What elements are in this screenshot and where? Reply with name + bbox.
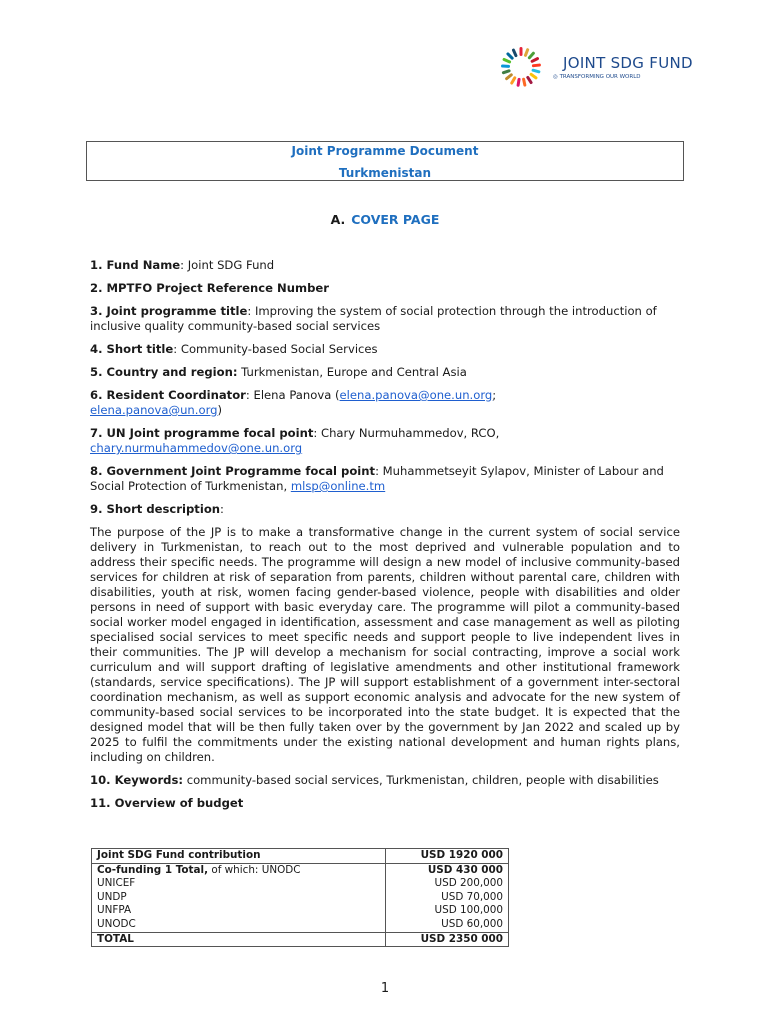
cofunding-row-label: UNODC: [97, 917, 136, 930]
table-row: [92, 932, 509, 947]
cofunding-cell: Co-funding 1 Total, of which: UNODC UNICEF UNDP UNFPA UNODC: [92, 863, 386, 932]
cofunding-row-value: USD 100,000: [434, 904, 503, 917]
country-region-item: 5. Country and region: Turkmenistan, Europe and Central Asia: [90, 365, 467, 379]
rc-email-link-1[interactable]: elena.panova@one.un.org: [339, 388, 493, 402]
cofunding-row-label: UNICEF: [97, 877, 136, 890]
un-emblem-icon: ◎: [553, 74, 558, 80]
fund-name-item: 1. Fund Name: Joint SDG Fund: [90, 258, 275, 272]
mptfo-item: 2. MPTFO Project Reference Number: [90, 281, 329, 295]
joint-sdg-fund-logo: [497, 44, 693, 90]
cofunding-row-value: USD 70,000: [441, 890, 503, 903]
table-row: [92, 849, 509, 864]
cofunding-row-value: USD 60,000: [441, 917, 503, 930]
section-heading: [0, 212, 770, 227]
total-value: USD 2350 000: [386, 932, 509, 947]
page-number: 1: [380, 981, 390, 996]
table-row: [92, 863, 509, 932]
sdg-wheel-icon: [497, 44, 557, 90]
document-title-box: [86, 141, 684, 181]
gov-focal-point-item: 8. Government Joint Programme focal point: Muhammetseyit Sylapov, Minister of Labour and Social Protection of Turkmenistan, mlsp@online.tm: [90, 464, 664, 493]
document-country: Turkmenistan: [338, 166, 432, 180]
keywords-item: 10. Keywords: community-based social services, Turkmenistan, children, people with disabilities: [90, 773, 659, 787]
short-description-text: The purpose of the JP is to make a transformative change in the current system of social service delivery in Turkmenistan, to reach out to the most deprived and vulnerable population and to address their specific needs. The programme will design a new model of inclusive community-based services for children at risk of separation from parents, children without parental care, children with disabilities, youth at risk, women facing gender-based violence, people with disabilities and older persons in need of support with basic everyday care. The programme will pilot a community-based social worker model engaged in identification, assessment and case management as well as piloting specialised social services to meet specific needs and support people to live independent lives in their communities. The JP will develop a mechanism for social contracting, improve a social work curriculum and will support drafting of legislative amendments and other institutional framework (standards, service specifications). The JP will support establishment of a government inter-sectoral coordination mechanism, as well as support economic analysis and advocate for the new system of community-based social services to be incorporated into the state budget. It is expected that the designed model that will be then fully taken over by the government by Jan 2022 and scaled up by 2025 to fulfil the commitments under the existing national development and human rights plans, including on children.: [90, 525, 680, 764]
budget-table: [91, 848, 509, 947]
gov-focal-email-link[interactable]: mlsp@online.tm: [290, 479, 386, 493]
un-focal-point-item: 7. UN Joint programme focal point: Chary Nurmuhammedov, RCO, chary.nurmuhammedov@one.un.org: [90, 426, 500, 455]
cofunding-row-label: UNDP: [97, 890, 127, 903]
section-letter: A.: [330, 212, 346, 227]
total-label: TOTAL: [92, 932, 386, 947]
jp-title-item: 3. Joint programme title: Improving the system of social protection through the introduction of inclusive quality community-based social services: [90, 304, 657, 333]
cofunding-row-label: UNFPA: [97, 904, 132, 917]
fund-contribution-label: Joint SDG Fund contribution: [92, 849, 386, 864]
logo-title: JOINT SDG FUND: [563, 54, 693, 72]
rc-email-link-2[interactable]: elena.panova@un.org: [90, 403, 218, 417]
cofunding-total-value: USD 430 000: [427, 863, 503, 876]
cover-page-content: [90, 258, 680, 819]
cofunding-row-value: USD 200,000: [434, 877, 503, 890]
short-title-item: 4. Short title: Community-based Social Services: [90, 342, 378, 356]
section-title: COVER PAGE: [351, 212, 440, 227]
logo-subtitle: ◎ TRANSFORMING OUR WORLD: [553, 74, 641, 80]
budget-overview-label: 11. Overview of budget: [90, 796, 244, 810]
document-title: Joint Programme Document: [291, 144, 479, 158]
cofunding-values-cell: [386, 863, 509, 932]
short-description-label: 9. Short description:: [90, 502, 224, 516]
fund-contribution-value: USD 1920 000: [386, 849, 509, 864]
resident-coordinator-item: 6. Resident Coordinator: Elena Panova (elena.panova@one.un.org; elena.panova@un.org): [90, 388, 497, 417]
un-focal-email-link[interactable]: chary.nurmuhammedov@one.un.org: [90, 441, 303, 455]
